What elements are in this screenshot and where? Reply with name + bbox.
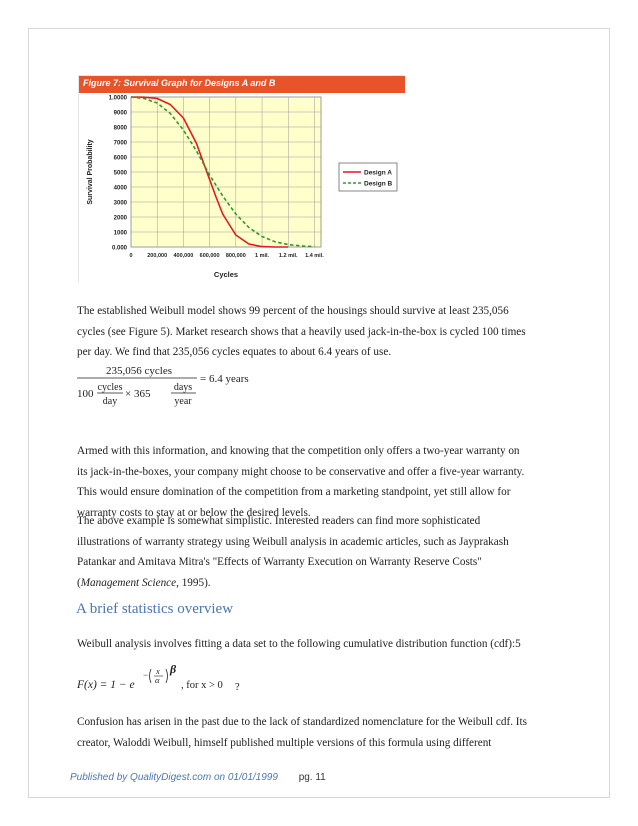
cdf-x: x [156,666,160,676]
text-line: cycles (see Figure 5). Market research shows that a heavily used jack-in-the-box is cycled 100 times [77,325,526,338]
text-line: This would ensure domination of the competition from a marketing standpoint, yet still allow for [77,486,511,498]
text-line [77,573,557,594]
page-footer [70,772,326,783]
text-fragment: ( [77,576,81,589]
legend-label-design-a: Design A [364,169,392,177]
survival-chart [79,93,405,283]
eq-coefficient: 100 [77,388,94,400]
y-tick-label: 2000 [113,215,127,222]
text-line: its jack-in-the-boxes, your company might choose to be conservative and offer a five-year warranty. [77,465,525,478]
cdf-minus: − [143,670,149,680]
paragraph-1 [77,301,557,363]
eq-cycles: cycles [97,382,123,393]
y-tick-label: 0.000 [111,245,127,252]
eq-numerator: 235,056 cycles [106,365,172,377]
cdf-right-paren [166,669,168,683]
x-tick-label: 800,000 [225,253,246,259]
weibull-cdf-graphic [77,664,277,696]
text-line: The established Weibull model shows 99 percent of the housings should survive at least 235,056 [77,305,509,317]
figure-7 [78,75,404,283]
y-tick-label: 9000 [113,110,127,117]
footer-page-number: pg. 11 [298,772,326,783]
cdf-beta: β [170,664,177,676]
y-tick-label: 4000 [113,185,127,192]
x-tick-label: 1 mil. [255,253,270,259]
paragraph-3 [77,511,557,593]
text-line: warranty costs to stay at or below the desired levels. [77,506,311,519]
years-equation [77,362,257,410]
text-line: Confusion has arisen in the past due to the lack of standardized nomenclature for the Weibull cdf. Its [77,716,527,728]
text-line: per day. We find that 235,056 cycles equates to about 6.4 years of use. [77,346,392,358]
weibull-cdf-equation [77,664,277,696]
cdf-condition: , for x > 0 [181,680,223,691]
cdf-left-paren [150,669,152,683]
text-line: Weibull analysis involves fitting a data set to the following cumulative distribution function (cdf):5 [77,638,521,650]
cdf-question-mark: ? [235,682,240,693]
y-tick-label: 6000 [113,155,127,162]
eq-times-365: × 365 [125,388,151,400]
text-line: Patankar and Amitava Mitra's "Effects of Warranty Execution on Warranty Reserve Costs" [77,556,482,568]
years-equation-graphic [77,362,257,410]
y-tick-label: 1000 [113,230,127,237]
x-axis-label: Cycles [213,270,239,279]
eq-days: days [173,382,193,393]
x-tick-label: 600,000 [199,253,220,259]
cdf-alpha: α [155,675,160,685]
x-tick-label: 1.4 mil. [305,253,324,259]
text-line: The above example is somewhat simplistic. Interested readers can find more sophisticated [77,515,481,527]
footer-publisher: Published by QualityDigest.com on 01/01/1999 [70,772,278,783]
eq-day: day [102,396,118,407]
text-line: creator, Waloddi Weibull, himself published multiple versions of this formula using different [77,736,492,749]
x-tick-label: 0 [129,253,133,259]
legend-label-design-b: Design B [364,180,393,188]
eq-result: = 6.4 years [200,373,249,385]
section-heading: A brief statistics overview [76,601,234,617]
y-tick-label: 3000 [113,200,127,207]
journal-name: Management Science [80,576,177,589]
y-tick-label: 5000 [113,170,127,177]
paragraph-4 [77,634,557,655]
text-line: illustrations of warranty strategy using Weibull analysis in academic articles, such as Jayprakash [77,535,509,548]
y-axis-label: Survival Probability [87,139,94,205]
figure-title-bar [79,76,405,93]
cdf-lhs: F(x) = 1 − e [77,679,135,691]
text-line: Armed with this information, and knowing that the competition only offers a two-year warranty on [77,445,520,457]
x-tick-label: 400,000 [173,253,194,259]
figure-title: Figure 7: Survival Graph for Designs A and B [83,78,276,88]
text-fragment: , 1995). [176,576,211,589]
x-tick-label: 200,000 [147,253,168,259]
y-tick-label: 7000 [113,140,127,147]
y-tick-label: 1.0000 [108,95,127,102]
y-tick-label: 8000 [113,125,127,132]
legend [339,163,397,191]
paragraph-5 [77,712,557,753]
x-tick-label: 1.2 mil. [278,253,298,259]
eq-year: year [174,396,192,407]
